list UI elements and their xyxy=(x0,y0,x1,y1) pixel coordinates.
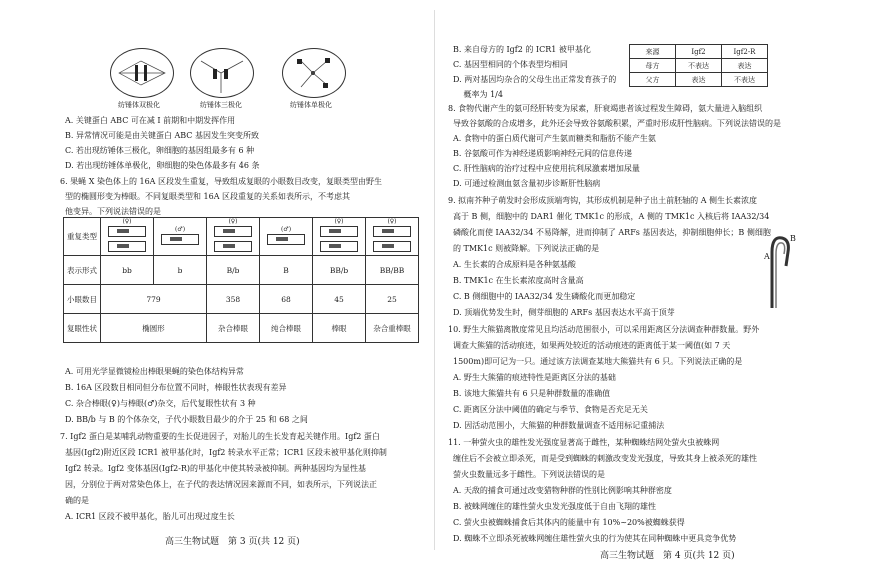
q6-option-d: D. BB/b 与 B 的个体杂交，子代小眼数目最少的介于 25 和 68 之间 xyxy=(65,415,308,424)
q6-row-count xyxy=(64,285,419,314)
q8-stem-line-2: 导致谷氨酸的合成增多，此外还会导致谷氨酸积累，严重时形成肝性脑病。下列说法错误的是 xyxy=(453,119,781,128)
q6-cell: BB/BB xyxy=(366,256,419,285)
q7-table-row xyxy=(630,73,768,87)
chromosome-icon xyxy=(320,241,358,252)
q6-cell: B xyxy=(260,256,313,285)
q6-stem-line-1: 6. 果蝇 X 染色体上的 16A 区段发生重复，导致组成复眼的小眼数目改变，复眼类型由野生 xyxy=(60,177,382,186)
q6-cell: 68 xyxy=(260,285,313,314)
q10-stem-line-2: 调查大熊猫的活动痕迹，如果两处较近的活动痕迹的距离低于某一阈值(如 7 天 xyxy=(453,341,731,350)
q7-td: 不表达 xyxy=(676,59,722,73)
q6-cell: 杂合棒眼 xyxy=(207,314,260,343)
q6-cell: bb xyxy=(101,256,154,285)
caption-monopolar: 纺锤体单极化 xyxy=(290,101,332,109)
q6-sex-label: (♀) xyxy=(334,218,344,225)
q8-option-a: A. 食物中的蛋白质代谢可产生氨而糖类和脂肪不能产生氨 xyxy=(453,134,656,143)
q8-option-d: D. 可通过检测血氨含量初步诊断肝性脑病 xyxy=(453,179,601,188)
q6-row-label: 重复类型 xyxy=(64,218,101,256)
chromosome-icon xyxy=(214,241,252,252)
q6-sex-label: (♀) xyxy=(122,218,132,225)
q11-option-c: C. 萤火虫被蜘蛛捕食后其体内的能量中有 10%~20%被蜘蛛获得 xyxy=(453,518,685,527)
q6-row-label: 复眼性状 xyxy=(64,314,101,343)
q9-option-b: B. TMK1c 在生长素浓度高时含量高 xyxy=(453,276,584,285)
q7-td: 不表达 xyxy=(722,73,768,87)
q8-stem-line-1: 8. 食物代谢产生的氨可经肝转变为尿素，肝衰竭患者该过程发生障碍，氨大量进入脑组织 xyxy=(448,104,763,113)
q6-table xyxy=(63,217,419,343)
q9-stem-line-3: 磷酸化而使 IAA32/34 不易降解，进而抑制了 ARFs 基因表达，抑制细胞伸长；B 侧细胞 xyxy=(453,228,771,237)
q11-stem-line-3: 萤火虫数量远多于雌性。下列说法错误的是 xyxy=(453,470,605,479)
caption-tripolar: 纺锤体三极化 xyxy=(200,101,242,109)
q7-stem-line-3: Igf2 转录。Igf2 变体基因(Igf2-R)的甲基化中使其转录被抑制。两种基因均为显性基 xyxy=(65,464,367,473)
q6-sex-label: (♀) xyxy=(228,218,238,225)
q7-stem-line-5: 确的是 xyxy=(65,496,89,505)
q6-row-form xyxy=(64,256,419,285)
q10-stem-line-3: 1500m)即可记为一只。通过该方法调查某地大熊猫共有 6 只。下列说法正确的是 xyxy=(453,357,743,366)
q8-option-b: B. 谷氨酸可作为神经递质影响神经元间的信息传递 xyxy=(453,149,632,158)
q7-th: Igf2 xyxy=(676,45,722,59)
q7-option-d-cont: 概率为 1/4 xyxy=(453,90,503,99)
q10-option-c: C. 距离区分法中阈值的确定与季节、食物是否充足无关 xyxy=(453,405,648,414)
cell-monopolar-figure xyxy=(282,48,346,98)
monopolar-spindle-drawing xyxy=(283,49,345,97)
bipolar-spindle-drawing xyxy=(111,49,173,97)
chromosome-icon xyxy=(108,241,146,252)
cell-bipolar-figure xyxy=(110,48,174,98)
q8-option-c: C. 肝性脑病的治疗过程中应使用抗利尿激素增加尿量 xyxy=(453,164,640,173)
q6-sex-label: (♀) xyxy=(387,218,397,225)
q6-type-cell xyxy=(313,218,366,256)
q7-td: 表达 xyxy=(676,73,722,87)
q11-option-b: B. 被蛛网缠住的雄性萤火虫发光强度低于自由飞翔的雄性 xyxy=(453,502,656,511)
q7-table xyxy=(629,44,768,87)
q6-option-c: C. 杂合棒眼(♀)与棒眼(♂)杂交，后代复眼性状有 3 种 xyxy=(65,399,256,408)
q11-option-a: A. 天敌的捕食可通过改变猎物种群的性别比例影响其种群密度 xyxy=(453,486,672,495)
q6-type-cell xyxy=(101,218,154,256)
q6-row-repeat-type xyxy=(64,218,419,256)
page-divider xyxy=(434,10,435,550)
q6-cell: 椭圆形 xyxy=(101,314,207,343)
chromosome-icon xyxy=(373,226,411,237)
chromosome-icon xyxy=(267,234,305,245)
plant-label-b: B xyxy=(790,234,796,243)
q9-stem-line-2: 高于 B 侧，细胞中的 DAR1 催化 TMK1c 的形成，A 侧的 TMK1c 入核后将 IAA32/34 xyxy=(453,212,770,221)
q7-option-b: B. 来自母方的 Igf2 的 ICR1 被甲基化 xyxy=(453,45,591,54)
q6-row-trait xyxy=(64,314,419,343)
plant-label-a: A xyxy=(764,252,770,261)
q7-th: 来源 xyxy=(630,45,676,59)
q6-type-cell xyxy=(207,218,260,256)
chromosome-icon xyxy=(161,234,199,245)
q5-option-c: C. 若出现纺锤体三极化，卵细胞的基因组最多有 6 种 xyxy=(65,146,255,155)
q7-option-d: D. 两对基因均杂合的父母生出正常发育孩子的 xyxy=(453,75,617,84)
q6-row-label: 小眼数目 xyxy=(64,285,101,314)
chromosome-icon xyxy=(108,226,146,237)
seedling-hook-figure xyxy=(760,230,794,310)
q6-cell: b xyxy=(154,256,207,285)
q6-cell: 25 xyxy=(366,285,419,314)
q9-option-a: A. 生长素的合成原料是各种氨基酸 xyxy=(453,260,576,269)
q7-option-c: C. 基因型相同的个体表型均相同 xyxy=(453,60,568,69)
q10-stem-line-1: 10. 野生大熊猫离散度常见且均活动范围很小，可以采用距离区分法调查种群数量。野外 xyxy=(448,325,760,334)
q9-stem-line-4: 的 TMK1c 则被降解。下列说法正确的是 xyxy=(453,244,600,253)
q7-stem-line-1: 7. Igf2 蛋白是某哺乳动物重要的生长促进因子，对胎儿的生长发育起关键作用。Igf2 蛋白 xyxy=(60,432,380,441)
q5-option-a: A. 关键蛋白 ABC 可在减 I 前期和中期发挥作用 xyxy=(65,116,236,125)
q6-option-a: A. 可用光学显微镜检出棒眼果蝇的染色体结构异常 xyxy=(65,367,244,376)
q7-stem-line-2: 基因(Igf2)附近区段 ICR1 被甲基化时，Igf2 转录水平正常；ICR1 区段未被甲基化则抑制 xyxy=(65,448,387,457)
q6-type-cell xyxy=(260,218,313,256)
page-footer: 高三生物试题 第 3 页(共 12 页) xyxy=(165,537,300,547)
q10-option-a: A. 野生大熊猫的痕迹特性是距离区分法的基础 xyxy=(453,373,616,382)
cell-tripolar-figure xyxy=(190,48,254,98)
q6-cell: 779 xyxy=(101,285,207,314)
q6-stem-line-3: 他变异。下列说法错误的是 xyxy=(65,207,161,216)
q6-cell: 纯合棒眼 xyxy=(260,314,313,343)
q5-option-d: D. 若出现纺锤体单极化，卵细胞的染色体最多有 46 条 xyxy=(65,161,260,170)
q6-cell: B/b xyxy=(207,256,260,285)
q6-sex-label: (♂) xyxy=(280,225,292,233)
q7-stem-line-4: 因，分别位于两对常染色体上，在子代的表达情况因来源而不同，如表所示，下列说法正 xyxy=(65,480,377,489)
q11-stem-line-2: 缠住后不会被立即杀死，而是受到蜘蛛的刺激改变发光强度，导致其身上被杀死的雄性 xyxy=(453,454,757,463)
q6-cell: 杂合重棒眼 xyxy=(366,314,419,343)
q6-cell: 棒眼 xyxy=(313,314,366,343)
q6-cell: BB/b xyxy=(313,256,366,285)
q11-option-d: D. 蜘蛛不立即杀死被蛛网缠住雄性萤火虫的行为使其在同种蜘蛛中更具竞争优势 xyxy=(453,534,737,543)
q6-cell: 358 xyxy=(207,285,260,314)
left-page xyxy=(0,0,430,560)
q7-td: 母方 xyxy=(630,59,676,73)
q5-option-b: B. 异常情况可能是由关键蛋白 ABC 基因发生突变所致 xyxy=(65,131,259,140)
q7-td: 表达 xyxy=(722,59,768,73)
page-footer: 高三生物试题 第 4 页(共 12 页) xyxy=(600,551,735,561)
q7-table-row xyxy=(630,59,768,73)
q7-option-a: A. ICR1 区段不被甲基化，胎儿可出现过度生长 xyxy=(65,512,235,521)
q7-th: Igf2-R xyxy=(722,45,768,59)
caption-bipolar: 纺锤体双极化 xyxy=(118,101,160,109)
tripolar-spindle-drawing xyxy=(191,49,253,97)
q9-stem-line-1: 9. 拟南芥种子萌发时会形成顶端弯钩，其形成机制是种子出土前胚轴的 A 侧生长素浓度 xyxy=(448,196,758,205)
q10-option-b: B. 该地大熊猫共有 6 只是种群数量的准确值 xyxy=(453,389,611,398)
q7-td: 父方 xyxy=(630,73,676,87)
q7-table-header xyxy=(630,45,768,59)
q10-option-d: D. 因活动范围小，大熊猫的种群数量调查不适用标记重捕法 xyxy=(453,421,665,430)
q9-option-c: C. B 侧细胞中的 IAA32/34 发生磷酸化而更加稳定 xyxy=(453,292,636,301)
q6-sex-label: (♂) xyxy=(174,225,186,233)
chromosome-icon xyxy=(320,226,358,237)
q9-option-d: D. 顶端优势发生时，侧芽细胞的 ARFs 基因表达水平高于顶芽 xyxy=(453,308,675,317)
q6-cell: 45 xyxy=(313,285,366,314)
q6-row-label: 表示形式 xyxy=(64,256,101,285)
q6-type-cell xyxy=(366,218,419,256)
q6-option-b: B. 16A 区段数目相同但分布位置不同时，棒眼性状表现有差异 xyxy=(65,383,287,392)
q11-stem-line-1: 11. 一种萤火虫的雄性发光强度显著高于雌性，某种蜘蛛结网处萤火虫被蛛网 xyxy=(448,438,720,447)
chromosome-icon xyxy=(373,241,411,252)
q6-type-cell xyxy=(154,218,207,256)
q6-stem-line-2: 型的椭圆形变为棒眼。不同复眼类型和 16A 区段重复的关系如表所示，不考虑其 xyxy=(65,192,351,201)
chromosome-icon xyxy=(214,226,252,237)
